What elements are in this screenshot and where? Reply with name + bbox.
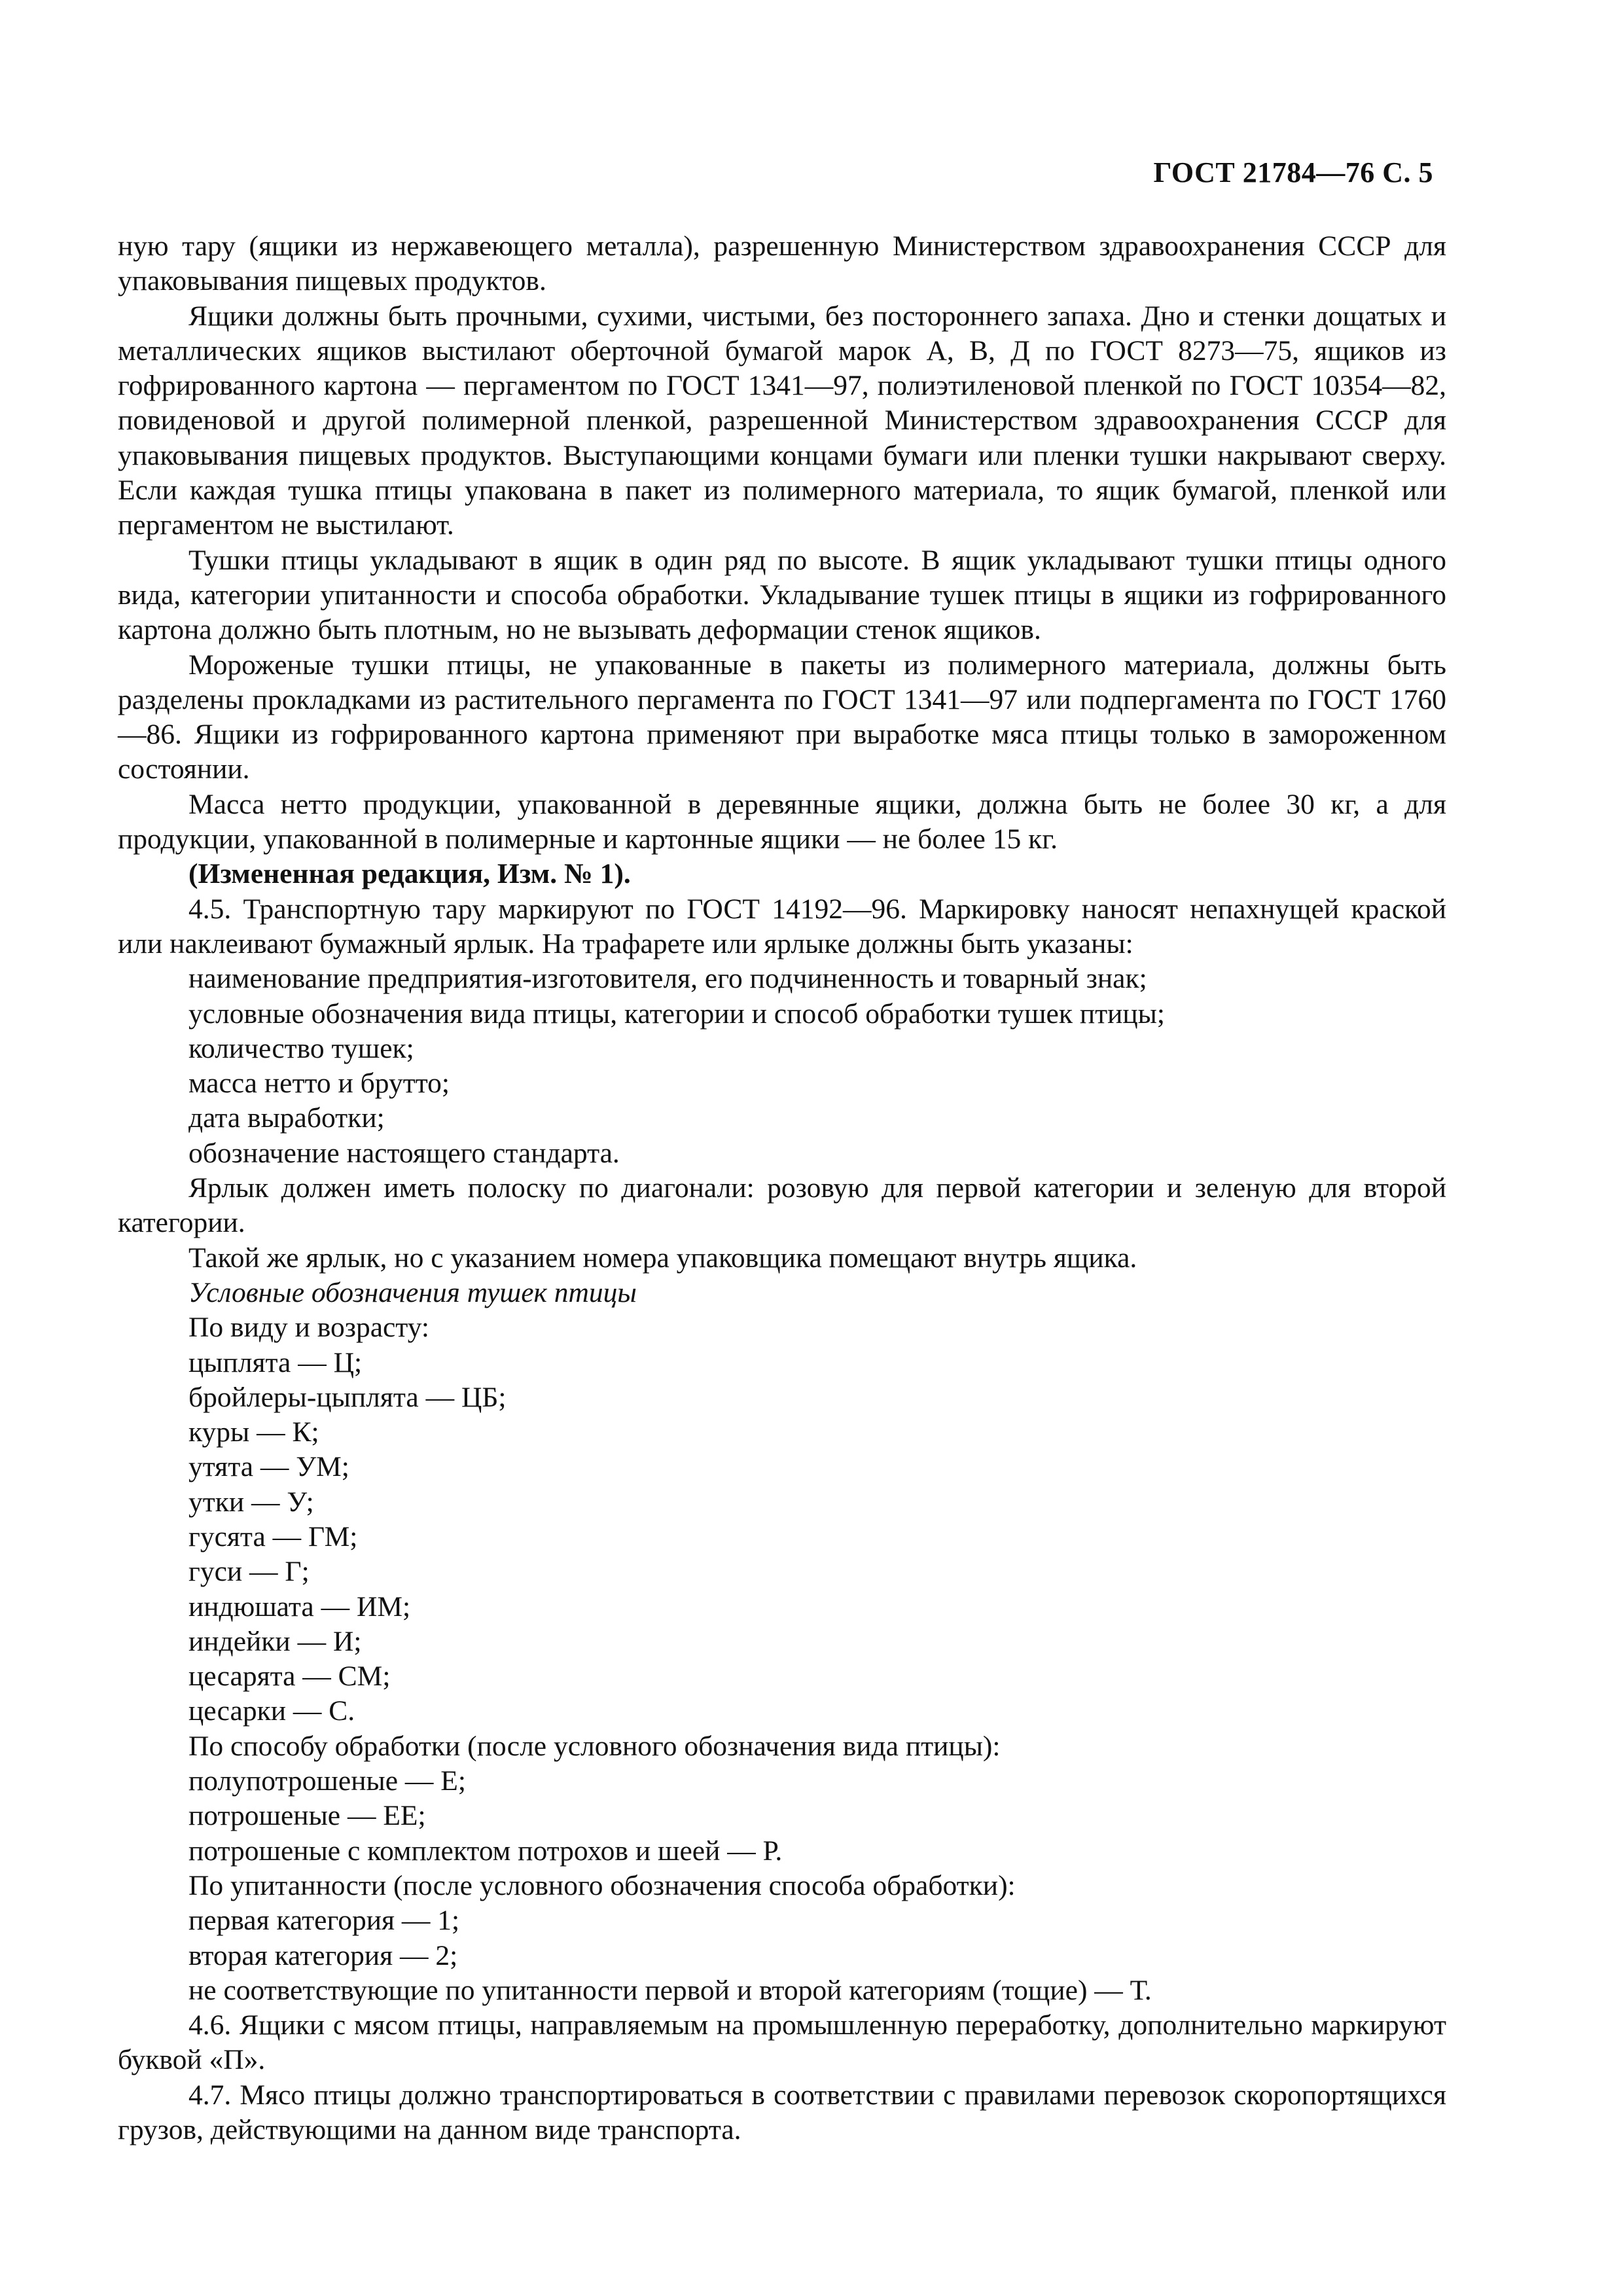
- marking-item: масса нетто и брутто;: [188, 1067, 450, 1100]
- paragraph-label-stripe: Ярлык должен иметь полоску по диагонали: розовую для первой категории и зеленую для второй категории.: [118, 1172, 1446, 1239]
- fatness-item: вторая категория — 2;: [188, 1939, 458, 1971]
- marking-item: условные обозначения вида птицы, категории и способ обработки тушек птицы;: [188, 997, 1165, 1030]
- fatness-item: первая категория — 1;: [188, 1905, 460, 1937]
- by-fatness-heading: По упитанности (после условного обозначения способа обработки):: [188, 1869, 1016, 1901]
- processing-item: потрошеные с комплектом потрохов и шеей — Р.: [188, 1835, 783, 1867]
- page-header: ГОСТ 21784—76 С. 5: [1153, 156, 1433, 188]
- marking-item: обозначение настоящего стандарта.: [188, 1137, 620, 1169]
- amendment-note: (Измененная редакция, Изм. № 1).: [188, 858, 631, 890]
- section-4-6: 4.6. Ящики с мясом птицы, направляемым на промышленную переработку, дополнительно маркируют буквой «П».: [118, 2009, 1446, 2076]
- paragraph-carcasses: Тушки птицы укладывают в ящик в один ряд по высоте. В ящик укладывают тушки птицы одного вида, категории упитанности и способа обработки. Укладывание тушек птицы в ящики из гофрированного картона должно быть плотным, но не вызывать деформации стенок ящиков.: [118, 544, 1446, 646]
- paragraph-continuation: ную тару (ящики из нержавеющего металла), разрешенную Министерством здравоохранения СССР для упаковывания пищевых продуктов.: [118, 230, 1446, 297]
- paragraph-frozen: Мороженые тушки птицы, не упакованные в пакеты из полимерного материала, должны быть разделены прокладками из растительного пергамента по ГОСТ 1341—97 или подпергамента по ГОСТ 1760—86. Ящики из гофрированного картона применяют при выработке мяса птицы только в замороженном состоянии.: [118, 649, 1446, 785]
- processing-item: полупотрошеные — Е;: [188, 1765, 466, 1797]
- section-4-7: 4.7. Мясо птицы должно транспортироваться в соответствии с правилами перевозок скоропортящихся грузов, действующими на данном виде транспорта.: [118, 2079, 1446, 2146]
- marking-item: количество тушек;: [188, 1032, 414, 1064]
- marking-item: наименование предприятия-изготовителя, его подчиненность и товарный знак;: [188, 963, 1147, 995]
- species-item: цесарята — СМ;: [188, 1660, 391, 1693]
- species-item: гуси — Г;: [188, 1556, 310, 1588]
- by-species-heading: По виду и возрасту:: [188, 1312, 430, 1344]
- section-4-5: 4.5. Транспортную тару маркируют по ГОСТ 14192—96. Маркировку наносят непахнущей краской или наклеивают бумажный ярлык. На трафарете или ярлыке должны быть указаны:: [118, 893, 1446, 960]
- species-item: индейки — И;: [188, 1625, 362, 1657]
- species-item: бройлеры-цыплята — ЦБ;: [188, 1381, 507, 1413]
- species-item: утки — У;: [188, 1486, 314, 1518]
- species-item: утята — УМ;: [188, 1451, 349, 1483]
- species-item: индюшата — ИМ;: [188, 1590, 411, 1623]
- document-body: [118, 229, 1446, 2147]
- paragraph-mass: Масса нетто продукции, упакованной в деревянные ящики, должна быть не более 30 кг, а для продукции, упакованной в полимерные и картонные ящики — не более 15 кг.: [118, 788, 1446, 855]
- species-item: цыплята — Ц;: [188, 1346, 363, 1378]
- species-item: гусята — ГМ;: [188, 1520, 358, 1552]
- paragraph-same-label: Такой же ярлык, но с указанием номера упаковщика помещают внутрь ящика.: [188, 1242, 1137, 1274]
- fatness-item: не соответствующие по упитанности первой и второй категориям (тощие) — Т.: [188, 1974, 1152, 2006]
- symbols-heading: Условные обозначения тушек птицы: [188, 1276, 637, 1308]
- processing-item: потрошеные — ЕЕ;: [188, 1800, 426, 1832]
- species-item: куры — К;: [188, 1416, 319, 1448]
- paragraph-boxes: Ящики должны быть прочными, сухими, чистыми, без постороннего запаха. Дно и стенки дощатых и металлических ящиков выстилают оберточной бумагой марок А, В, Д по ГОСТ 8273—75, ящиков из гофрированного картона — пергаментом по ГОСТ 1341—97, полиэтиленовой пленкой по ГОСТ 10354—82, повиденовой и другой полимерной пленкой, разрешенной Министерством здравоохранения СССР для упаковывания пищевых продуктов. Выступающими концами бумаги или пленки тушки накрывают сверху. Если каждая тушка птицы упакована в пакет из полимерного материала, то ящик бумагой, пленкой или пергаментом не выстилают.: [118, 300, 1446, 541]
- by-processing-heading: По способу обработки (после условного обозначения вида птицы):: [188, 1730, 1001, 1762]
- species-item: цесарки — С.: [188, 1695, 355, 1727]
- marking-item: дата выработки;: [188, 1102, 385, 1134]
